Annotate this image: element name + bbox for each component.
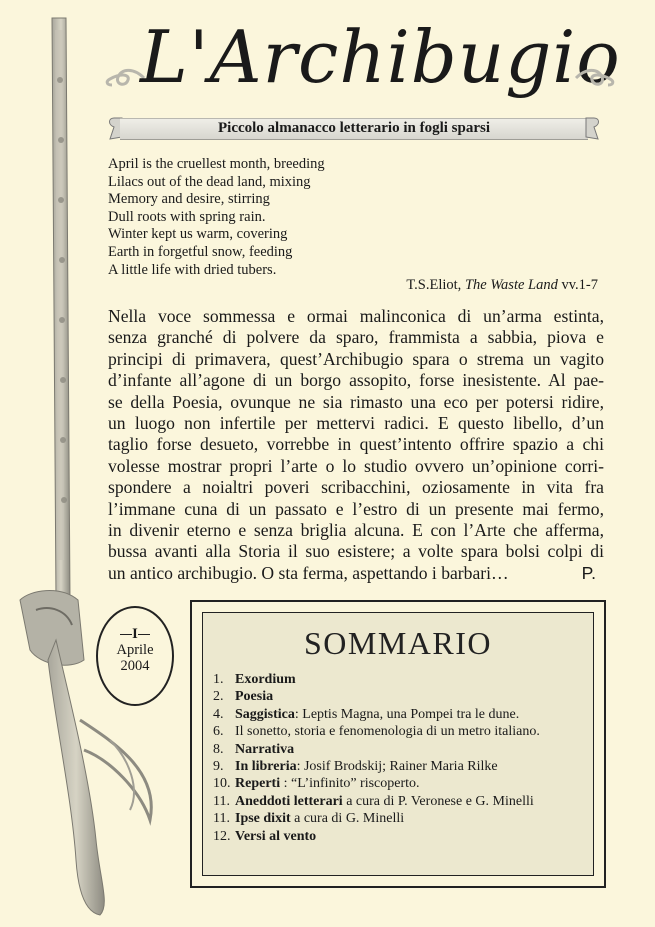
issue-date-badge (96, 606, 174, 706)
item-description: a cura di G. Minelli (290, 811, 405, 827)
body-line: spondere a noialtri poveri scribacchini, oziosamente in vita fra (108, 477, 604, 498)
masthead (100, 8, 620, 108)
summary-item[interactable] (213, 810, 587, 827)
issue-rule-left (120, 634, 132, 635)
item-description: Il sonetto, storia e fenomenologia di un metro italiano. (235, 724, 540, 740)
issue-number-value: I (132, 626, 138, 642)
epigraph-line: Earth in forgetful snow, feeding (108, 243, 293, 260)
item-section: Ipse dixit (235, 811, 291, 827)
body-line: bussa avanti alla Storia il suo esistere; a volte spara bolsi colpi di (108, 541, 604, 562)
body-line: l’immane cuna di un passato e l’estro di un presente mai fermo, (108, 498, 604, 519)
editorial-body (108, 306, 604, 584)
summary-item[interactable] (213, 741, 587, 758)
attribution-work: The Waste Land (464, 277, 558, 293)
issue-year: 2004 (120, 658, 150, 674)
epigraph (108, 156, 428, 279)
item-description: : Leptis Magna, una Pompei tra le dune. (294, 706, 520, 722)
summary-title: SOMMARIO (303, 625, 493, 661)
epigraph-attribution (300, 277, 598, 294)
right-flourish-icon (574, 63, 616, 93)
item-number: 2. (213, 689, 224, 705)
item-number: 11. (213, 811, 230, 827)
item-section: Poesia (235, 689, 274, 705)
body-line: Nella voce sommessa e ormai malinconica di un’arma estinta, (108, 306, 604, 326)
body-last-line (108, 563, 604, 584)
subtitle-banner (106, 115, 602, 141)
item-number: 1. (213, 672, 224, 687)
body-line: un antico archibugio. O sta ferma, aspettando i barbari… (108, 562, 509, 583)
summary-item[interactable] (213, 688, 587, 705)
body-line: d’infante all’agone di un borgo assopito, forse inesistente. Al pae- (108, 370, 604, 391)
summary-item[interactable] (213, 723, 587, 740)
summary-item[interactable] (213, 775, 587, 792)
item-number: 8. (213, 741, 224, 757)
item-number: 6. (213, 724, 224, 740)
item-section: In libreria (235, 759, 297, 775)
epigraph-line: Winter kept us warm, covering (108, 226, 288, 243)
item-section: Reperti (235, 776, 281, 792)
item-section: Exordium (235, 672, 296, 687)
item-section: Narrativa (235, 741, 295, 757)
attribution-author: T.S.Eliot, (406, 277, 462, 293)
body-line: un luogo non infertile per mettervi radici. E questo libello, d’un (108, 412, 604, 433)
epigraph-line: April is the cruellest month, breeding (108, 156, 325, 172)
summary-item[interactable] (213, 828, 587, 845)
epigraph-line: Lilacs out of the dead land, mixing (108, 173, 311, 190)
summary-inner-frame (202, 612, 594, 876)
body-line: se della Poesia, ovunque ne sia rimasto una eco per potersi ridire, (108, 391, 604, 412)
item-section: Versi al vento (235, 828, 317, 844)
item-number: 9. (213, 759, 224, 775)
body-line: taglio forse desueto, vorrebbe in quest’intento offrire spazio a chi (108, 434, 604, 455)
summary-list (213, 671, 587, 845)
item-description: a cura di P. Veronese e G. Minelli (342, 793, 534, 809)
summary-item[interactable] (213, 758, 587, 775)
summary-box (190, 600, 606, 888)
item-section: Saggistica (235, 706, 295, 722)
issue-month: Aprile (116, 642, 154, 658)
item-description: : Josif Brodskij; Rainer Maria Rilke (296, 759, 498, 775)
summary-item[interactable] (213, 793, 587, 810)
epigraph-line: Dull roots with spring rain. (108, 208, 266, 225)
body-line: senza granché di polvere da sparo, frammista a sabbia, piova e (108, 327, 604, 348)
item-number: 10. (213, 776, 231, 792)
summary-item[interactable] (213, 671, 587, 688)
body-line: volesse mostrar propri l’arte o lo studio ovvero un’opinione corri- (108, 455, 604, 476)
body-line: in divenir eterno e senza briglia alcuna. E con l’Arte che afferma, (108, 519, 604, 540)
issue-rule-right (138, 634, 150, 635)
item-number: 12. (213, 828, 231, 844)
masthead-title: L'Archibugio (140, 15, 621, 99)
banner-curl-right-icon (584, 115, 602, 141)
item-number: 11. (213, 793, 230, 809)
editor-signature: P. (581, 562, 596, 583)
subtitle: Piccolo almanacco letterario in fogli sparsi (217, 120, 491, 136)
body-line: principi di primavera, quest’Archibugio spara o strema un vagito (108, 348, 604, 369)
item-description: : “L’infinito” riscoperto. (280, 776, 420, 792)
issue-number (98, 626, 172, 642)
epigraph-line: Memory and desire, stirring (108, 191, 270, 208)
item-number: 4. (213, 706, 224, 722)
attribution-verses: vv.1-7 (561, 277, 598, 293)
epigraph-line: A little life with dried tubers. (108, 261, 277, 278)
item-section: Aneddoti letterari (235, 793, 343, 809)
summary-item[interactable] (213, 706, 587, 723)
